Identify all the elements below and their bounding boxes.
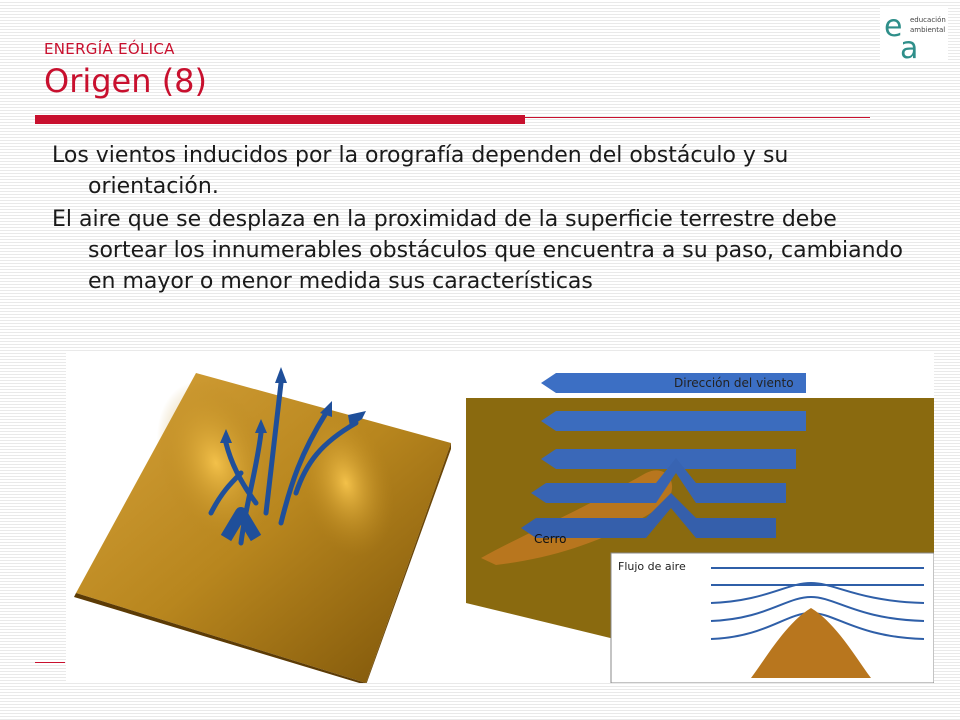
slide-body bbox=[52, 140, 922, 297]
hill-label: Cerro bbox=[534, 532, 567, 546]
wind-direction-label: Dirección del viento bbox=[674, 376, 794, 390]
footer-rule bbox=[35, 662, 65, 663]
terrain-wind-illustration bbox=[66, 353, 466, 683]
paragraph-2: El aire que se desplaza en la proximidad de la superficie terrestre debe sortear los innumerables obstáculos que encuentra a su paso, cambiando en mayor o menor medida sus características bbox=[52, 207, 903, 294]
section-subtitle: ENERGÍA EÓLICA bbox=[44, 40, 175, 58]
logo-mark bbox=[880, 6, 948, 60]
paragraph-1: Los vientos inducidos por la orografía dependen del obstáculo y su orientación. bbox=[52, 143, 789, 199]
svg-text:a: a bbox=[900, 31, 919, 60]
logo-line-1: educación bbox=[910, 16, 946, 24]
svg-text:e: e bbox=[884, 9, 903, 44]
title-underline-thin bbox=[525, 117, 870, 118]
airflow-over-hill-illustration bbox=[466, 353, 934, 683]
educacion-ambiental-logo bbox=[880, 6, 948, 60]
title-underline-thick bbox=[35, 115, 525, 124]
page-title: Origen (8) bbox=[44, 62, 208, 100]
logo-line-2: ambiental bbox=[910, 26, 946, 34]
airflow-label: Flujo de aire bbox=[618, 560, 686, 573]
